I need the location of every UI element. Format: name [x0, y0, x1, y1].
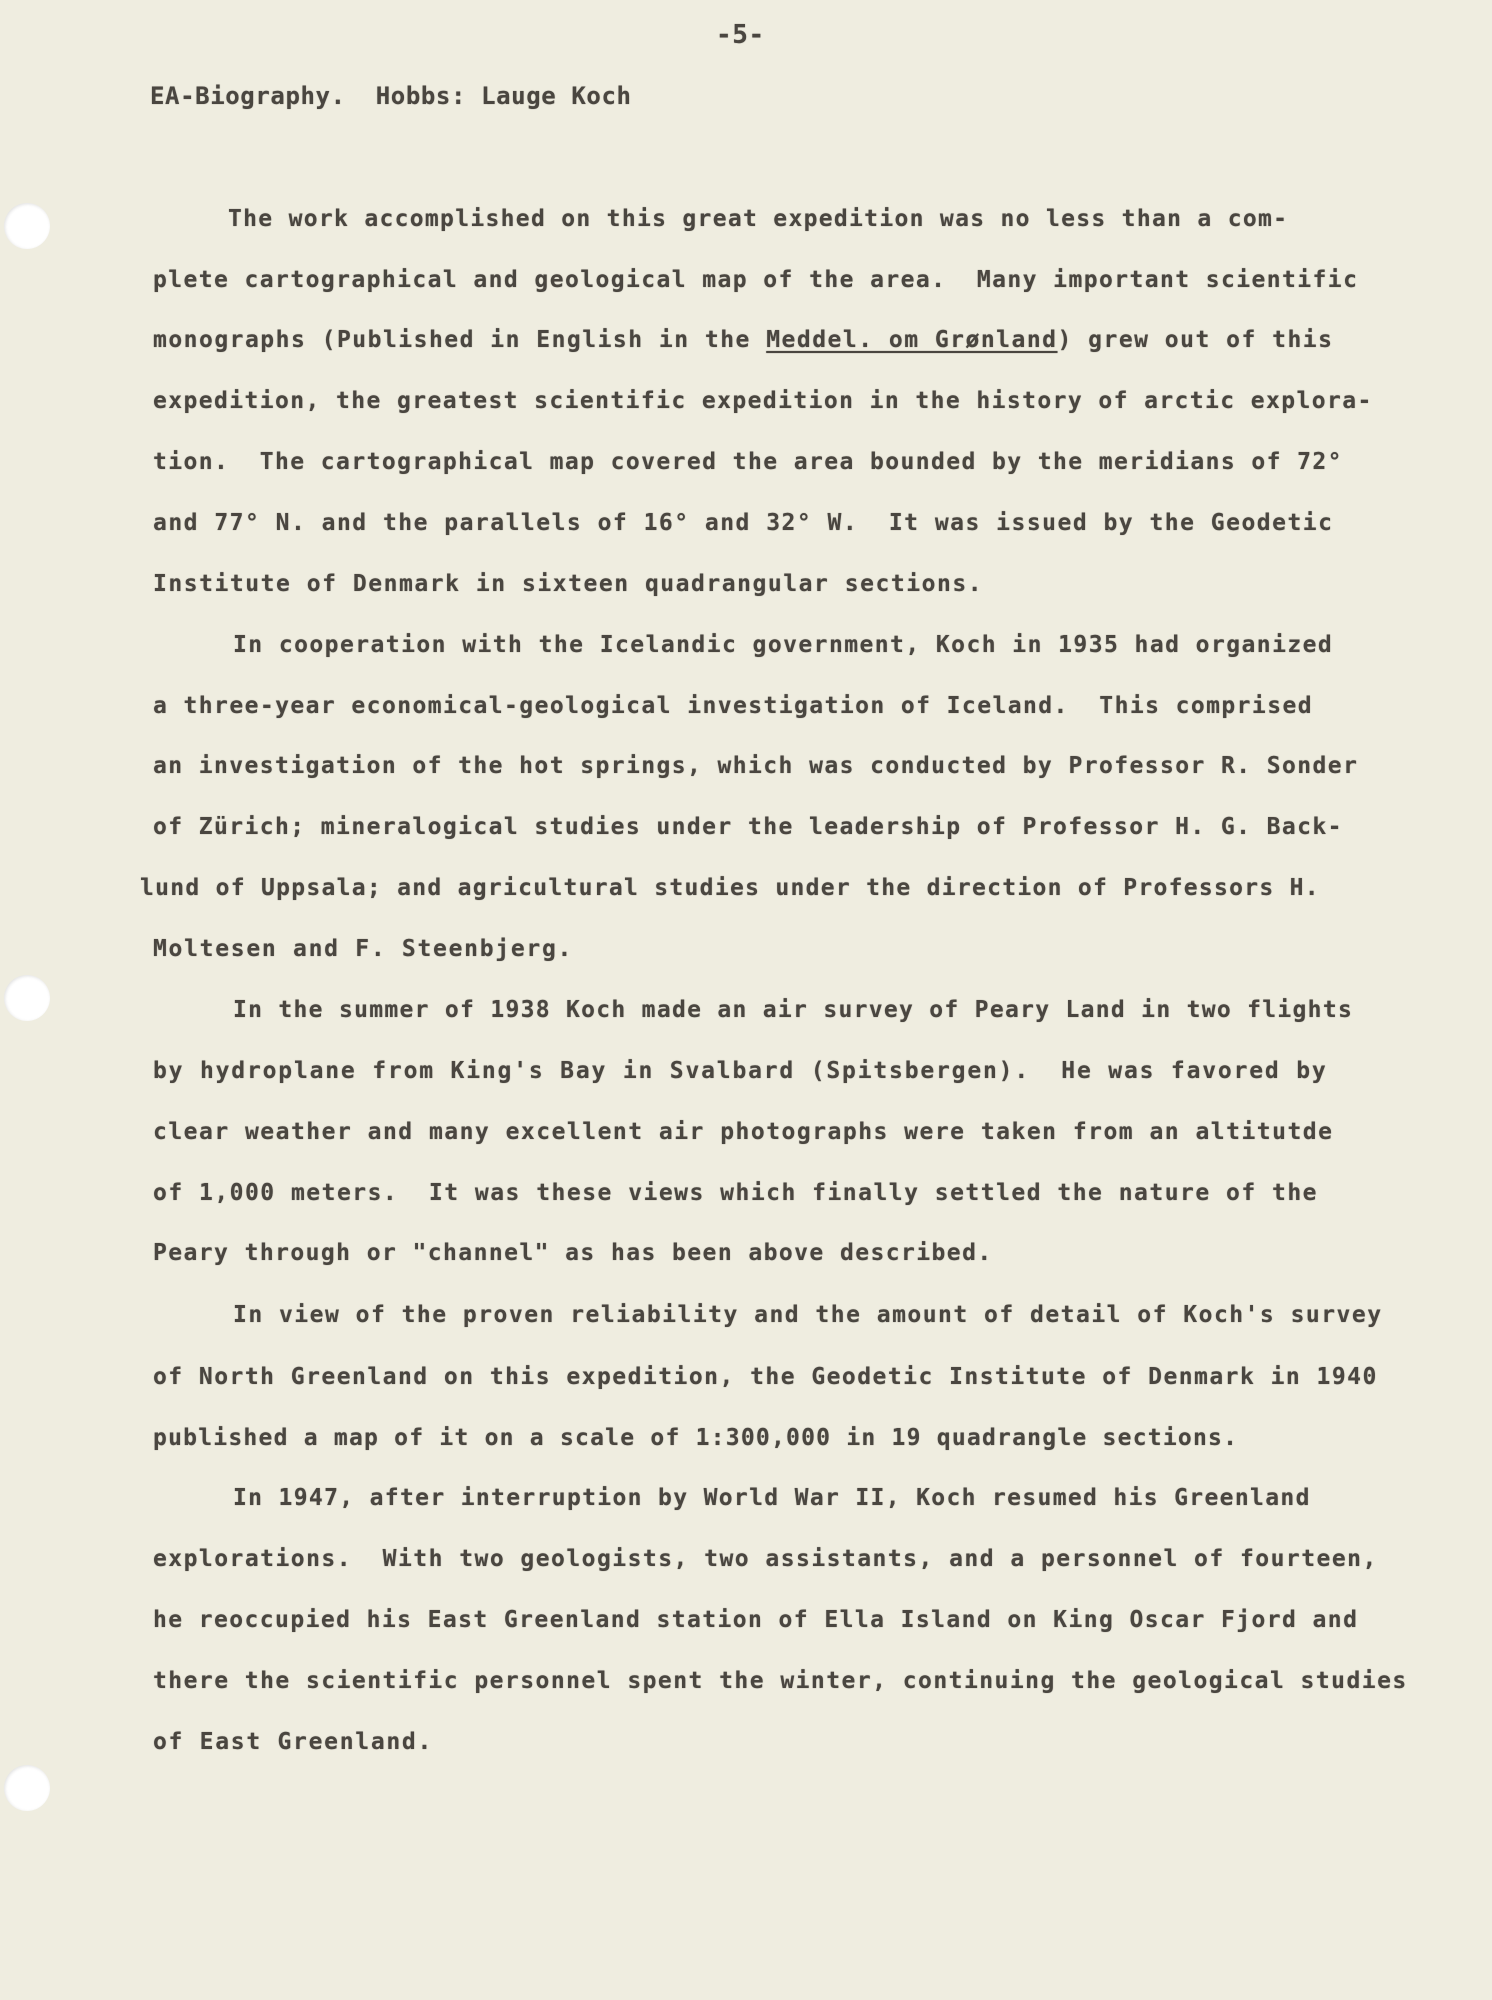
body-line	[153, 327, 1333, 353]
body-line: an investigation of the hot springs, which was conducted by Professor R. Sonder	[153, 753, 1359, 779]
body-line: plete cartographical and geological map of the area. Many important scientific	[153, 267, 1359, 293]
body-line: of Zürich; mineralogical studies under the leadership of Professor H. G. Back-	[153, 814, 1343, 840]
body-line: The work accomplished on this great expedition was no less than a com-	[228, 206, 1289, 232]
body-line: Moltesen and F. Steenbjerg.	[153, 936, 574, 962]
page-number: -5-	[716, 20, 765, 50]
body-line: Peary through or "channel" as has been above described.	[153, 1240, 993, 1266]
body-line: explorations. With two geologists, two assistants, and a personnel of fourteen,	[153, 1546, 1378, 1572]
body-line: of 1,000 meters. It was these views which finally settled the nature of the	[153, 1180, 1318, 1206]
body-line: by hydroplane from King's Bay in Svalbard (Spitsbergen). He was favored by	[153, 1058, 1328, 1084]
body-line: of North Greenland on this expedition, the Geodetic Institute of Denmark in 1940	[153, 1364, 1378, 1390]
body-line: there the scientific personnel spent the winter, continuing the geological studies	[153, 1668, 1408, 1694]
body-line: In view of the proven reliability and the amount of detail of Koch's survey	[233, 1302, 1383, 1328]
body-line: In 1947, after interruption by World War II, Koch resumed his Greenland	[233, 1485, 1311, 1511]
body-line: expedition, the greatest scientific expedition in the history of arctic explora-	[153, 388, 1373, 414]
body-line: a three-year economical-geological investigation of Iceland. This comprised	[153, 693, 1313, 719]
document-header: EA-Biography. Hobbs: Lauge Koch	[150, 82, 632, 110]
body-line: of East Greenland.	[153, 1729, 434, 1755]
body-line: published a map of it on a scale of 1:300,000 in 19 quadrangle sections.	[153, 1425, 1239, 1451]
body-line-text: ) grew out of this	[1057, 327, 1334, 353]
punch-hole	[4, 203, 50, 249]
journal-title: Meddel. om Grønland	[766, 327, 1058, 353]
punch-hole	[4, 975, 50, 1021]
body-line: and 77° N. and the parallels of 16° and 32° W. It was issued by the Geodetic	[153, 510, 1334, 536]
body-line: he reoccupied his East Greenland station of Ella Island on King Oscar Fjord and	[153, 1607, 1359, 1633]
punch-hole	[4, 1765, 50, 1811]
body-line: tion. The cartographical map covered the area bounded by the meridians of 72°	[153, 449, 1343, 475]
body-line: Institute of Denmark in sixteen quadrangular sections.	[153, 571, 984, 597]
body-line: lund of Uppsala; and agricultural studies under the direction of Professors H.	[140, 875, 1320, 901]
body-line-text: monographs (Published in English in the	[153, 327, 767, 353]
body-line: clear weather and many excellent air photographs were taken from an altitutde	[153, 1119, 1334, 1145]
body-line: In the summer of 1938 Koch made an air survey of Peary Land in two flights	[233, 997, 1354, 1023]
body-line: In cooperation with the Icelandic government, Koch in 1935 had organized	[233, 632, 1334, 658]
